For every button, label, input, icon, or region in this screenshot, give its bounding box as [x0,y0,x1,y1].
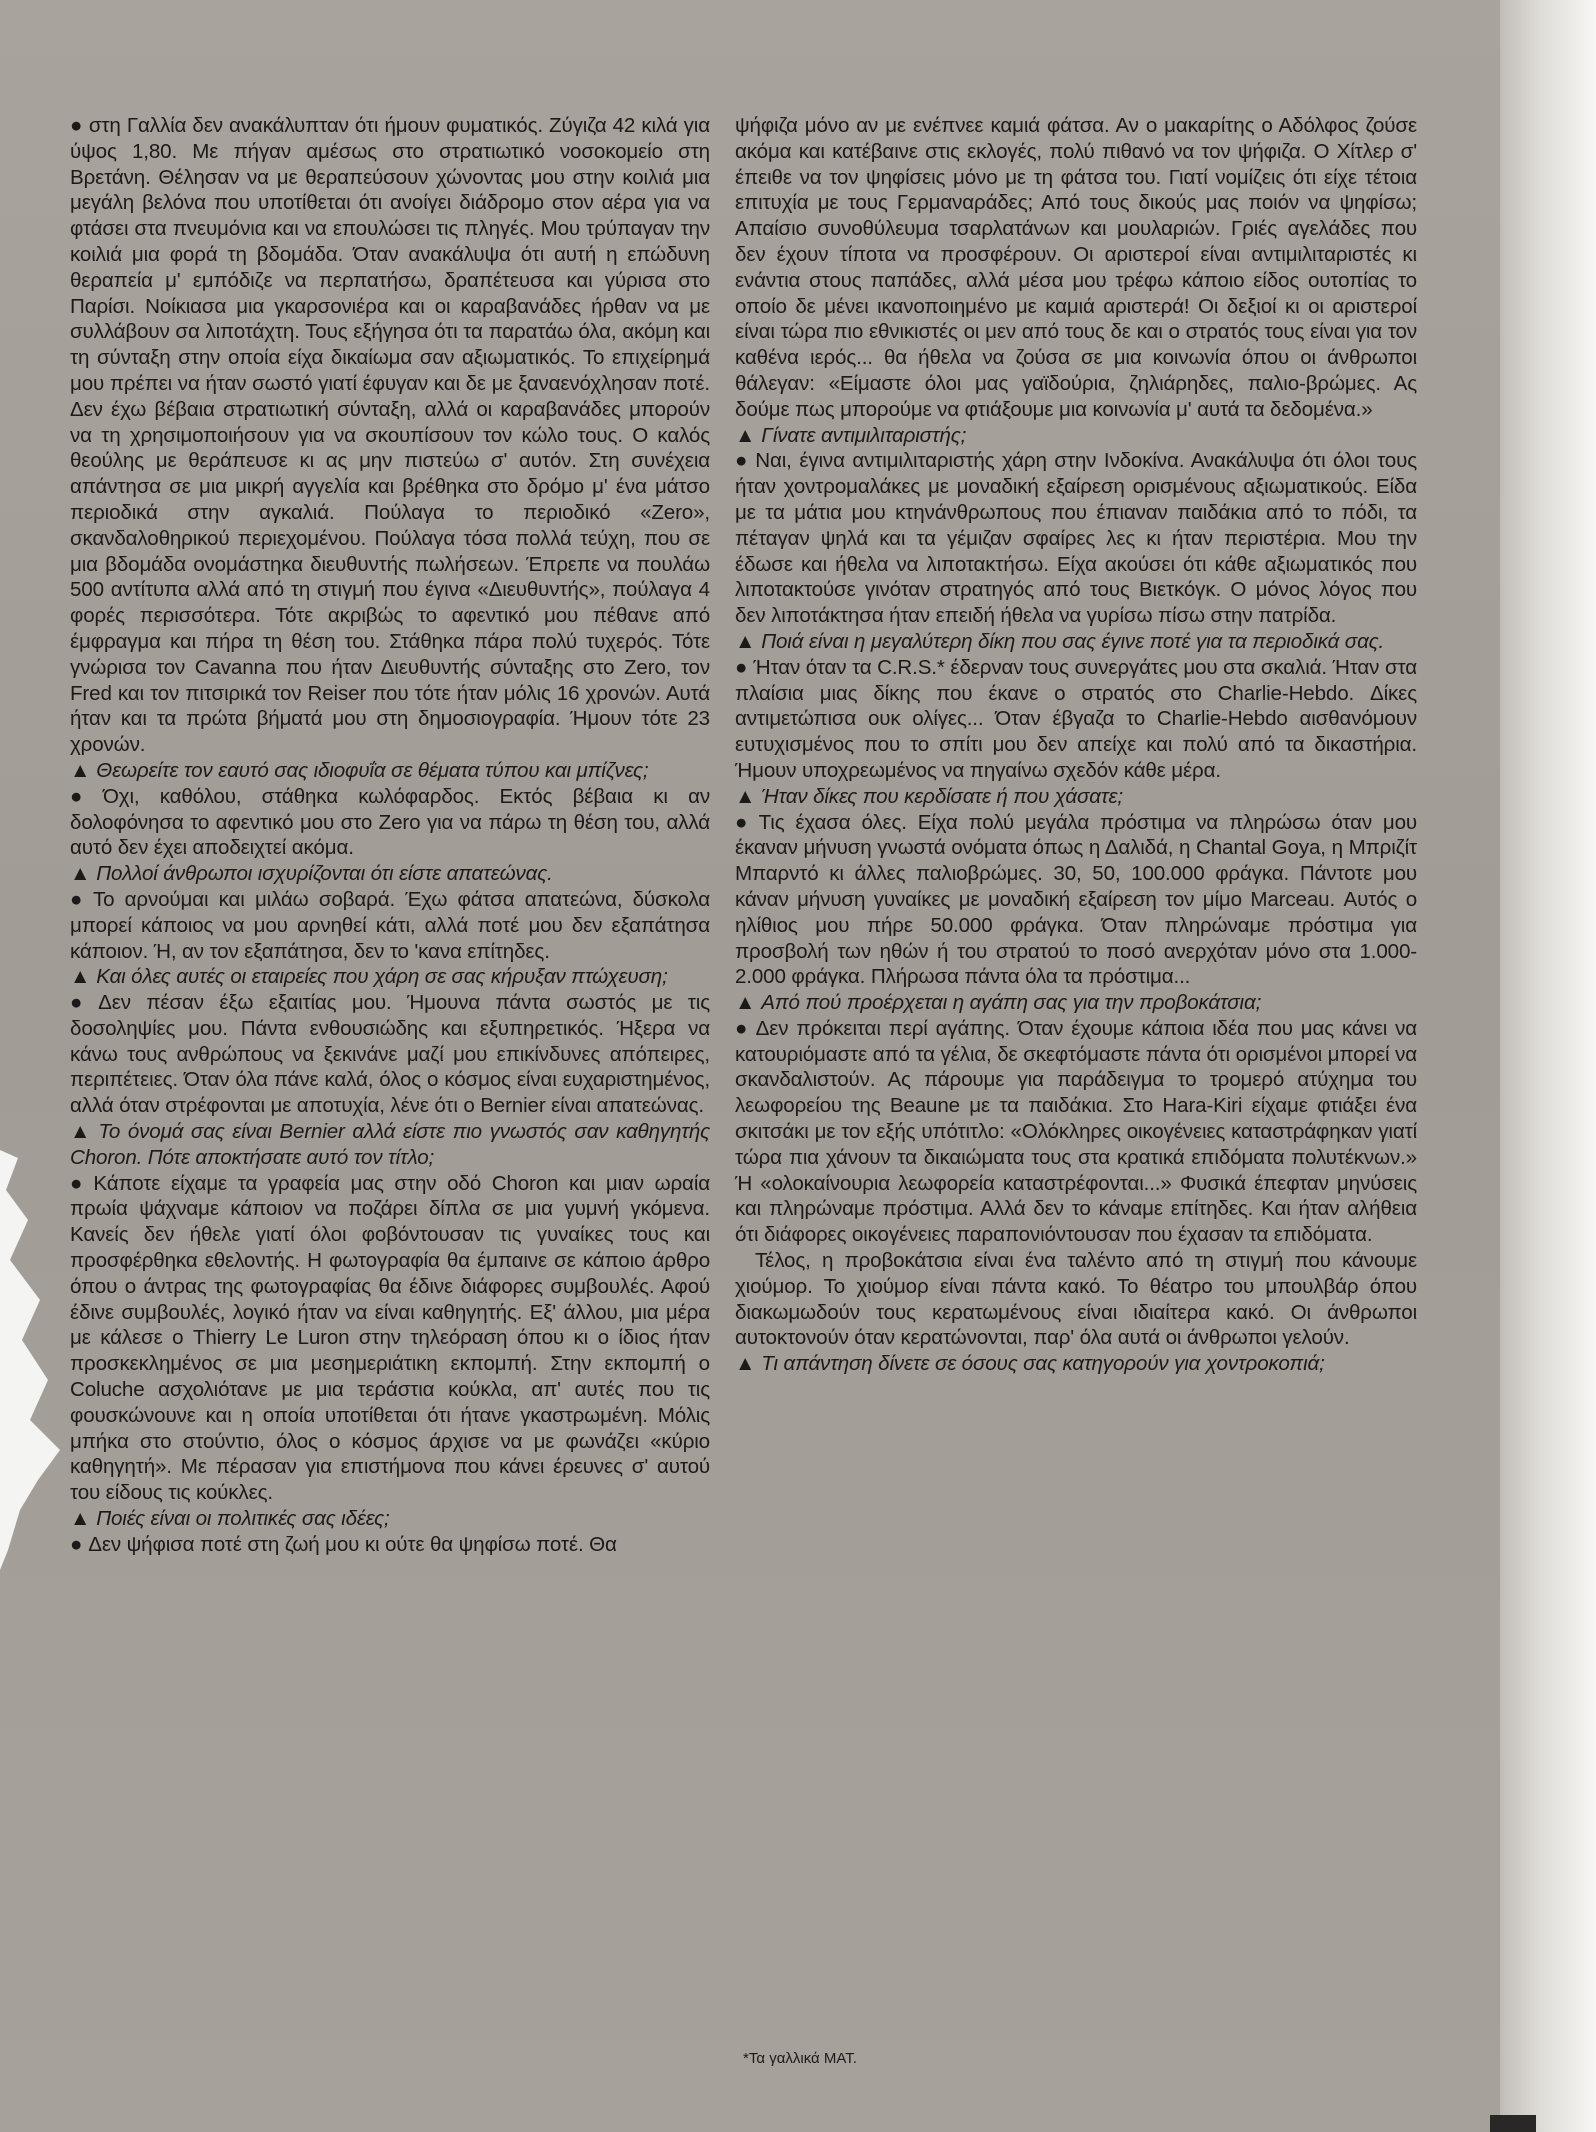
answer-paragraph: ● Κάποτε είχαμε τα γραφεία μας στην οδό Choron και μιαν ωραία πρωία ψάχναμε κάποιον να ποζάρει δίπλα σε μια γυμνή γκόμενα. Κανείς δεν ήθελε γιατί όλοι φοβόντουσαν τις γυναίκες τους και προσφέρθηκα εθελοντής. Η φωτογραφία θα έμπαινε σε κάποιο άρθρο όπου ο άντρας της φωτογραφίας θα έδινε διάφορες συμβουλές. Αφού έδινε συμβουλές, λογικό ήταν να είναι καθηγητής. Εξ' άλλου, μια μέρα με κάλεσε ο Thierry Le Luron στην τηλεόραση όπου κι ο ίδιος ήταν προσκεκλημένος σε μια μεσημεριάτικη εκπομπή. Στην εκπομπή ο Coluche ασχολιότανε με μια τεράστια κούκλα, απ' αυτές που τις φουσκώνουνε και η οποία υποτίθεται ότι ήτανε γκαστρωμένη. Μόλις μπήκα στο στούντιο, όλος ο κόσμος άρχισε να με φωνάζει «κύριο καθηγητή». Με πέρασαν για επιστήμονα που κάνει έρευνες σ' αυτού του είδους τις κούκλες. [70,1171,710,1505]
answer-marker-icon: ● [735,655,748,679]
answer-paragraph: ● Ναι, έγινα αντιμιλιταριστής χάρη στην Ινδοκίνα. Ανακάλυψα ότι όλοι τους ήταν χοντρομαλάκες με μοναδική εξαίρεση ορισμένους αξιωματικούς. Είδα με τα μάτια μου κτηνάνθρωπους που έπιαναν παιδάκια από το πόδι, τα πέταγαν ψηλά και τα γέμιζαν σφαίρες λες κι ήταν περιστέρια. Μου την έδωσε και ήθελα να λιποτακτήσω. Είχα ακούσει ότι κάθε αξιωματικός που λιποτακτούσε γινόταν στρατηγός από τους Βιετκόγκ. Ο μόνος λόγος που δεν λιποτάκτησα ήταν επειδή ήθελα να γυρίσω πίσω στην πατρίδα. [735,449,1417,628]
interview-question: ▲ Ήταν δίκες που κερδίσατε ή που χάσατε; [735,784,1123,808]
interview-question: ▲ Ποιές είναι οι πολιτικές σας ιδέες; [70,1507,390,1531]
interview-question: ▲ Θεωρείτε τον εαυτό σας ιδιοφυΐα σε θέματα τύπου και μπίζνες; [70,758,649,782]
answer-paragraph: ● Όχι, καθόλου, στάθηκα κωλόφαρδος. Εκτός βέβαια κι αν δολοφόνησα το αφεντικό μου στο Zero για να πάρω τη θέση του, αλλά αυτό δεν έχει αποδειχτεί ακόμα. [70,784,710,860]
answer-paragraph: ψήφιζα μόνο αν με ενέπνεε καμιά φάτσα. Αν ο μακαρίτης ο Αδόλφος ζούσε ακόμα και κατέβαινε στις εκλογές, πολύ πιθανό να τον ψήφιζα. Ο Χίτλερ σ' έπειθε να τον ψηφίσεις μόνο με τη φάτσα του. Γιατί νομίζεις ότι είχε τέτοια επιτυχία με τους Γερμαναράδες; Από τους δικούς μας ποιόν να ψηφίσω; Απαίσιο συνοθύλευμα τσαρλατάνων και μουλαριών. Γριές αγελάδες που δεν έχουν τίποτα να προσφέρουν. Οι αριστεροί είναι αντιμιλιταριστές κι ενάντια στους παπάδες, αλλά μέσα μου τρέφω κάποιο είδος ουτοπίας το οποίο δε μένει ικανοποιημένο με καμιά αριστερά! Οι δεξιοί κι οι αριστεροί είναι τώρα πιο εθνικιστές οι μεν από τους δε και ο στρατός τους είναι για τον καθένα ιερός... θα ήθελα να ζούσα σε μια κοινωνία όπου οι άνθρωποι θάλεγαν: «Είμαστε όλοι μας γαϊδούρια, ζηλιάρηδες, παλιο-βρώμες. Ας δούμε πως μπορούμε να φτιάξουμε μια κοινωνία μ' αυτά τα δεδομένα.» [735,114,1417,421]
question-marker-icon: ▲ [70,1120,93,1144]
interview-question: ▲ Πολλοί άνθρωποι ισχυρίζονται ότι είστε απατεώνας. [70,862,553,886]
answer-paragraph: ● Δεν πρόκειται περί αγάπης. Όταν έχουμε κάποια ιδέα που μας κάνει να κατουριόμαστε από τα γέλια, δε σκεφτόμαστε πάντα ότι ορισμένοι μπορεί να σκανδαλιστούν. Ας πάρουμε για παράδειγμα το τρομερό ατύχημα του λεωφορείου της Beaune με τα παιδάκια. Στο Hara-Kiri είχαμε φτιάξει ένα σκιτσάκι με τον εξής υπότιτλο: «Ολόκληρες οικογένειες καταστράφηκαν γιατί τώρα πια χάνουν τα δικαιώματα τους στα κρατικά επιδόματα πολυτέκνων.» Ή «ολοκαίνουρια λεωφορεία καταστρέφονται...» Φυσικά έπεφταν μηνύσεις και πληρώναμε πρόστιμα. Αλλά δεν το κάναμε επίτηδες. Και ήταν αλήθεια ότι διάφορες οικογένειες παραπονιόντουσαν που έχασαν τα επιδόματα. [735,1016,1417,1247]
question-marker-icon: ▲ [70,862,91,886]
answer-marker-icon: ● [70,887,87,911]
answer-paragraph: ● Δεν πέσαν έξω εξαιτίας μου. Ήμουνα πάντα σωστός με τις δοσοληψίες μου. Πάντα ενθουσιώδης και εξυπηρετικός. Ήξερα να κάνω τους ανθρώπους να ξεκινάνε μαζί μου επικίνδυνες απόπειρες, περιπέτειες. Όταν όλα πάνε καλά, όλος ο κόσμος είναι ευχαριστημένος, αλλά όταν στρέφονται με αποτυχία, λένε ότι ο Bernier είναι απατεώνας. [70,991,710,1118]
answer-paragraph: Τέλος, η προβοκάτσια είναι ένα ταλέντο από τη στιγμή που κάνουμε χιούμορ. Το χιούμορ είναι πάντα κακό. Το θέατρο του μπουλβάρ όπου διακωμωδούν τους κερατωμένους είναι ιδιαίτερα κακό. Οι άνθρωποι αυτοκτονούν όταν κερατώνονται, παρ' όλα αυτά οι άνθρωποι γελούν. [735,1249,1417,1350]
left-column [70,113,710,1558]
answer-paragraph: ● Τις έχασα όλες. Είχα πολύ μεγάλα πρόστιμα να πληρώσω όταν μου έκαναν μήνυση γνωστά ονόματα όπως η Δαλιδά, η Chantal Goya, η Μπριζίτ Μπαρντό κι άλλες παλιοβρώμες. 30, 50, 100.000 φράγκα. Πάντοτε μου κάναν μήνυση γυναίκες με μοναδική εξαίρεση τον μίμο Marceau. Αυτός ο ηλίθιος μου πήρε 50.000 φράγκα. Όταν πληρώναμε πρόστιμα για προσβολή των ηθών ή του στρατού το ποσό ανερχόταν μόνο στα 1.000-2.000 φράγκα. Πλήρωσα πάντα όλα τα πρόστιμα... [735,810,1417,989]
answer-paragraph: ● Το αρνούμαι και μιλάω σοβαρά. Έχω φάτσα απατεώνα, δύσκολα μπορεί κάποιος να μου αρνηθεί κάτι, αλλά ποτέ μου δεν εξαπάτησα κάποιον. Ή, αν τον εξαπάτησα, δεν το 'κανα επίτηδες. [70,887,710,963]
interview-question: ▲ Τι απάντηση δίνετε σε όσους σας κατηγορούν για χοντροκοπιά; [735,1352,1325,1376]
interview-question: ▲ Από πού προέρχεται η αγάπη σας για την προβοκάτσια; [735,991,1262,1015]
question-marker-icon: ▲ [735,629,756,653]
question-marker-icon: ▲ [70,965,91,989]
interview-question: ▲ Και όλες αυτές οι εταιρείες που χάρη σε σας κήρυξαν πτώχευση; [70,965,668,989]
answer-marker-icon: ● [735,1016,750,1040]
interview-question: ▲ Ποιά είναι η μεγαλύτερη δίκη που σας έγινε ποτέ για τα περιοδικά σας. [735,629,1385,653]
right-column [735,113,1417,1377]
interview-question: ▲ Το όνομά σας είναι Bernier αλλά είστε πιο γνωστός σαν καθηγητής Choron. Πότε αποκτήσατε αυτό τον τίτλο; [70,1120,710,1169]
question-marker-icon: ▲ [735,1352,756,1376]
answer-paragraph: ● στη Γαλλία δεν ανακάλυπταν ότι ήμουν φυματικός. Ζύγιζα 42 κιλά για ύψος 1,80. Με πήγαν αμέσως στο στρατιωτικό νοσοκομείο στη Βρετάνη. Θέλησαν να με θεραπεύσουν χώνοντας μου στην κοιλιά μια μεγάλη βελόνα που υποτίθεται ότι ανοίγει διάδρομο στον αέρα για να φτάσει στα πνευμόνια και να επουλώσει τις πληγές. Μου τρύπαγαν την κοιλιά μια φορά τη βδομάδα. Όταν ανακάλυψα ότι αυτή η επώδυνη θεραπεία μ' εμπόδιζε να περπατήσω, δραπέτευσα και γύρισα στο Παρίσι. Νοίκιασα μια γκαρσονιέρα και οι καραβανάδες ήρθαν να με συλλάβουν σα λιποτάχτη. Τους εξήγησα ότι τα παρατάω όλα, ακόμη και τη σύνταξη στην οποία είχα δικαίωμα σαν αξιωματικός. Το επιχείρημά μου πρέπει να ήταν σωστό γιατί έφυγαν και δε με ξαναενόχλησαν ποτέ. Δεν έχω βέβαια στρατιωτική σύνταξη, αλλά οι καραβανάδες μπορούν να τη χρησιμοποιήσουν για να σκουπίσουν τον κώλο τους. Ο καλός θεούλης με θεράπευσε κι ας μην πιστεύω σ' αυτόν. Στη συνέχεια απάντησα σε μια μικρή αγγελία και βρέθηκα στο δρόμο μ' ένα μάτσο περιοδικά στην αγκαλιά. Πούλαγα το περιοδικό «Zero», σκανδαλοθηρικού περιεχομένου. Πούλαγα τόσα πολλά τεύχη, που σε μια βδομάδα ονομάστηκα διευθυντής πωλήσεων. Έπρεπε να πουλάω 500 αντίτυπα αλλά από τη στιγμή που έγινα «Διευθυντής», πούλαγα 4 φορές περισσότερα. Τότε ακριβώς το αφεντικό μου πέθανε από έμφραγμα και πήρα τη θέση του. Στάθηκα πάρα πολύ τυχερός. Τότε γνώρισα τον Cavanna που ήταν Διευθυντής σύνταξης στο Zero, τον Fred και τον πιτσιρικά τον Reiser που τότε ήταν μόλις 16 χρονών. Αυτά ήταν και τα πρώτα βήματά μου στη δημοσιογραφία. Ήμουν τότε 23 χρονών. [70,114,710,757]
answer-paragraph: ● Δεν ψήφισα ποτέ στη ζωή μου κι ούτε θα ψηφίσω ποτέ. Θα [70,1532,617,1556]
answer-marker-icon: ● [70,991,93,1015]
answer-marker-icon: ● [70,1171,88,1195]
question-marker-icon: ▲ [735,991,756,1015]
answer-marker-icon: ● [70,1532,83,1556]
interview-question: ▲ Γίνατε αντιμιλιταριστής; [735,423,967,447]
answer-marker-icon: ● [735,449,750,473]
question-marker-icon: ▲ [70,758,91,782]
question-marker-icon: ▲ [735,423,756,447]
question-marker-icon: ▲ [735,784,756,808]
answer-paragraph: ● Ήταν όταν τα C.R.S.* έδερναν τους συνεργάτες μου στα σκαλιά. Ήταν στα πλαίσια μιας δίκης που έκανε ο στρατός στο Charlie-Hebdo. Δίκες αντιμετώπισα ουκ ολίγες... Όταν έβγαζα το Charlie-Hebdo αισθανόμουν ευτυχισμένος που το σπίτι μου δεν απείχε και πολύ από τα δικαστήρια. Ήμουν υποχρεωμένος να πηγαίνω σχεδόν κάθε μέρα. [735,655,1417,782]
answer-marker-icon: ● [735,810,753,834]
question-marker-icon: ▲ [70,1507,91,1531]
answer-marker-icon: ● [70,784,97,808]
footnote: *Τα γαλλικά ΜΑΤ. [743,2050,857,2067]
page-edge-strip [1500,0,1596,2132]
corner-mark [1490,2115,1536,2132]
answer-marker-icon: ● [70,114,83,137]
